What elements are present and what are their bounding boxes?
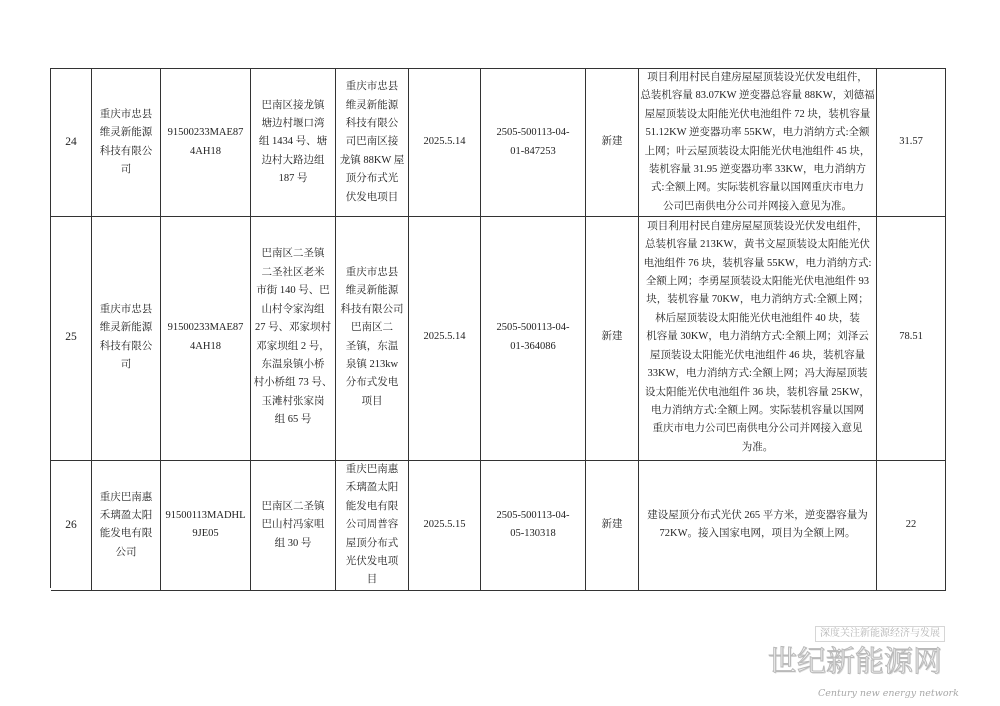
company-name: 重庆市忠县 维灵新能源 科技有限公 司 bbox=[92, 215, 161, 461]
project-code: 2505-500113-04- 01-364086 bbox=[481, 215, 586, 461]
table-row bbox=[51, 69, 946, 215]
row-number: 24 bbox=[51, 69, 92, 217]
credit-code: 91500233MAE87 4AH18 bbox=[161, 69, 251, 217]
watermark-subtitle: Century new energy network bbox=[818, 688, 959, 699]
watermark-logo-text: 世纪新能源网 bbox=[768, 644, 943, 678]
capacity: 22 bbox=[877, 461, 946, 591]
project-code: 2505-500113-04- 01-847253 bbox=[481, 69, 586, 217]
capacity: 78.51 bbox=[877, 215, 946, 461]
project-name: 重庆市忠县 维灵新能源 科技有限公 司巴南区接 龙镇 88KW 屋 顶分布式光 伏发电项目 bbox=[336, 69, 409, 217]
project-address: 巴南区二圣镇 巴山村冯家咀 组 30 号 bbox=[251, 461, 336, 591]
filing-date: 2025.5.14 bbox=[409, 215, 481, 461]
project-address: 巴南区二圣镇 二圣社区老米 市街 140 号、巴 山村令家沟组 27 号、邓家坝村 邓家坝组 2 号， 东温泉镇小桥 村小桥组 73 号、 玉滩村张家岗 组 65 号 bbox=[251, 215, 336, 461]
project-name: 重庆市忠县 维灵新能源 科技有限公司 巴南区二 圣镇，东温 泉镇 213kw 分布式发电 项目 bbox=[336, 215, 409, 461]
credit-code: 91500233MAE87 4AH18 bbox=[161, 215, 251, 461]
project-filing-table bbox=[50, 68, 946, 588]
company-name: 重庆巴南惠 禾璃盈太阳 能发电有限 公司 bbox=[92, 461, 161, 591]
project-name: 重庆巴南惠 禾璃盈太阳 能发电有限 公司周普容 屋顶分布式 光伏发电项 目 bbox=[336, 461, 409, 591]
company-name: 重庆市忠县 维灵新能源 科技有限公 司 bbox=[92, 69, 161, 217]
construction-type: 新建 bbox=[586, 69, 639, 217]
project-description: 项目利用村民自建房屋屋顶装设光伏发电组件， 总装机容量 83.07KW 逆变器总容量 88KW，刘德福 屋屋顶装设太阳能光伏电池组件 72 块，装机容量 51.12KW 逆变器功率 55KW，电力消纳方式:全额 上网；叶云屋顶装设太阳能光伏电池组件 45 块， 装机容量 31.95 逆变器功率 33KW，电力消纳方 式:全额上网。实际装机容量以国网重庆市电力 公司巴南供电分公司并网接入意见为准。 bbox=[639, 69, 877, 217]
row-number: 26 bbox=[51, 461, 92, 591]
filing-date: 2025.5.15 bbox=[409, 461, 481, 591]
project-code: 2505-500113-04- 05-130318 bbox=[481, 461, 586, 591]
construction-type: 新建 bbox=[586, 461, 639, 591]
project-address: 巴南区接龙镇 塘边村堰口湾 组 1434 号、塘 边村大路边组 187 号 bbox=[251, 69, 336, 217]
watermark-tagline: 深度关注新能源经济与发展 bbox=[815, 626, 945, 642]
credit-code: 91500113MADHL 9JE05 bbox=[161, 461, 251, 591]
capacity: 31.57 bbox=[877, 69, 946, 217]
table-row bbox=[51, 461, 946, 588]
project-description: 建设屋顶分布式光伏 265 平方米，逆变器容量为 72KW。接入国家电网，项目为全额上网。 bbox=[639, 461, 877, 591]
table-row bbox=[51, 215, 946, 461]
filing-date: 2025.5.14 bbox=[409, 69, 481, 217]
row-number: 25 bbox=[51, 215, 92, 461]
project-description: 项目利用村民自建房屋屋顶装设光伏发电组件， 总装机容量 213KW，黄书文屋顶装设太阳能光伏 电池组件 76 块，装机容量 55KW，电力消纳方式: 全额上网；李勇屋顶装设太阳能光伏电池组件 93 块，装机容量 70KW，电力消纳方式:全额上网； 林后屋顶装设太阳能光伏电池组件 40 块，装 机容量 30KW，电力消纳方式:全额上网；刘泽云 屋顶装设太阳能光伏电池组件 46 块，装机容量 33KW，电力消纳方式:全额上网；冯大海屋顶装 设太阳能光伏电池组件 36 块，装机容量 25KW， 电力消纳方式:全额上网。实际装机容量以国网 重庆市电力公司巴南供电分公司并网接入意见 为准。 bbox=[639, 215, 877, 461]
construction-type: 新建 bbox=[586, 215, 639, 461]
